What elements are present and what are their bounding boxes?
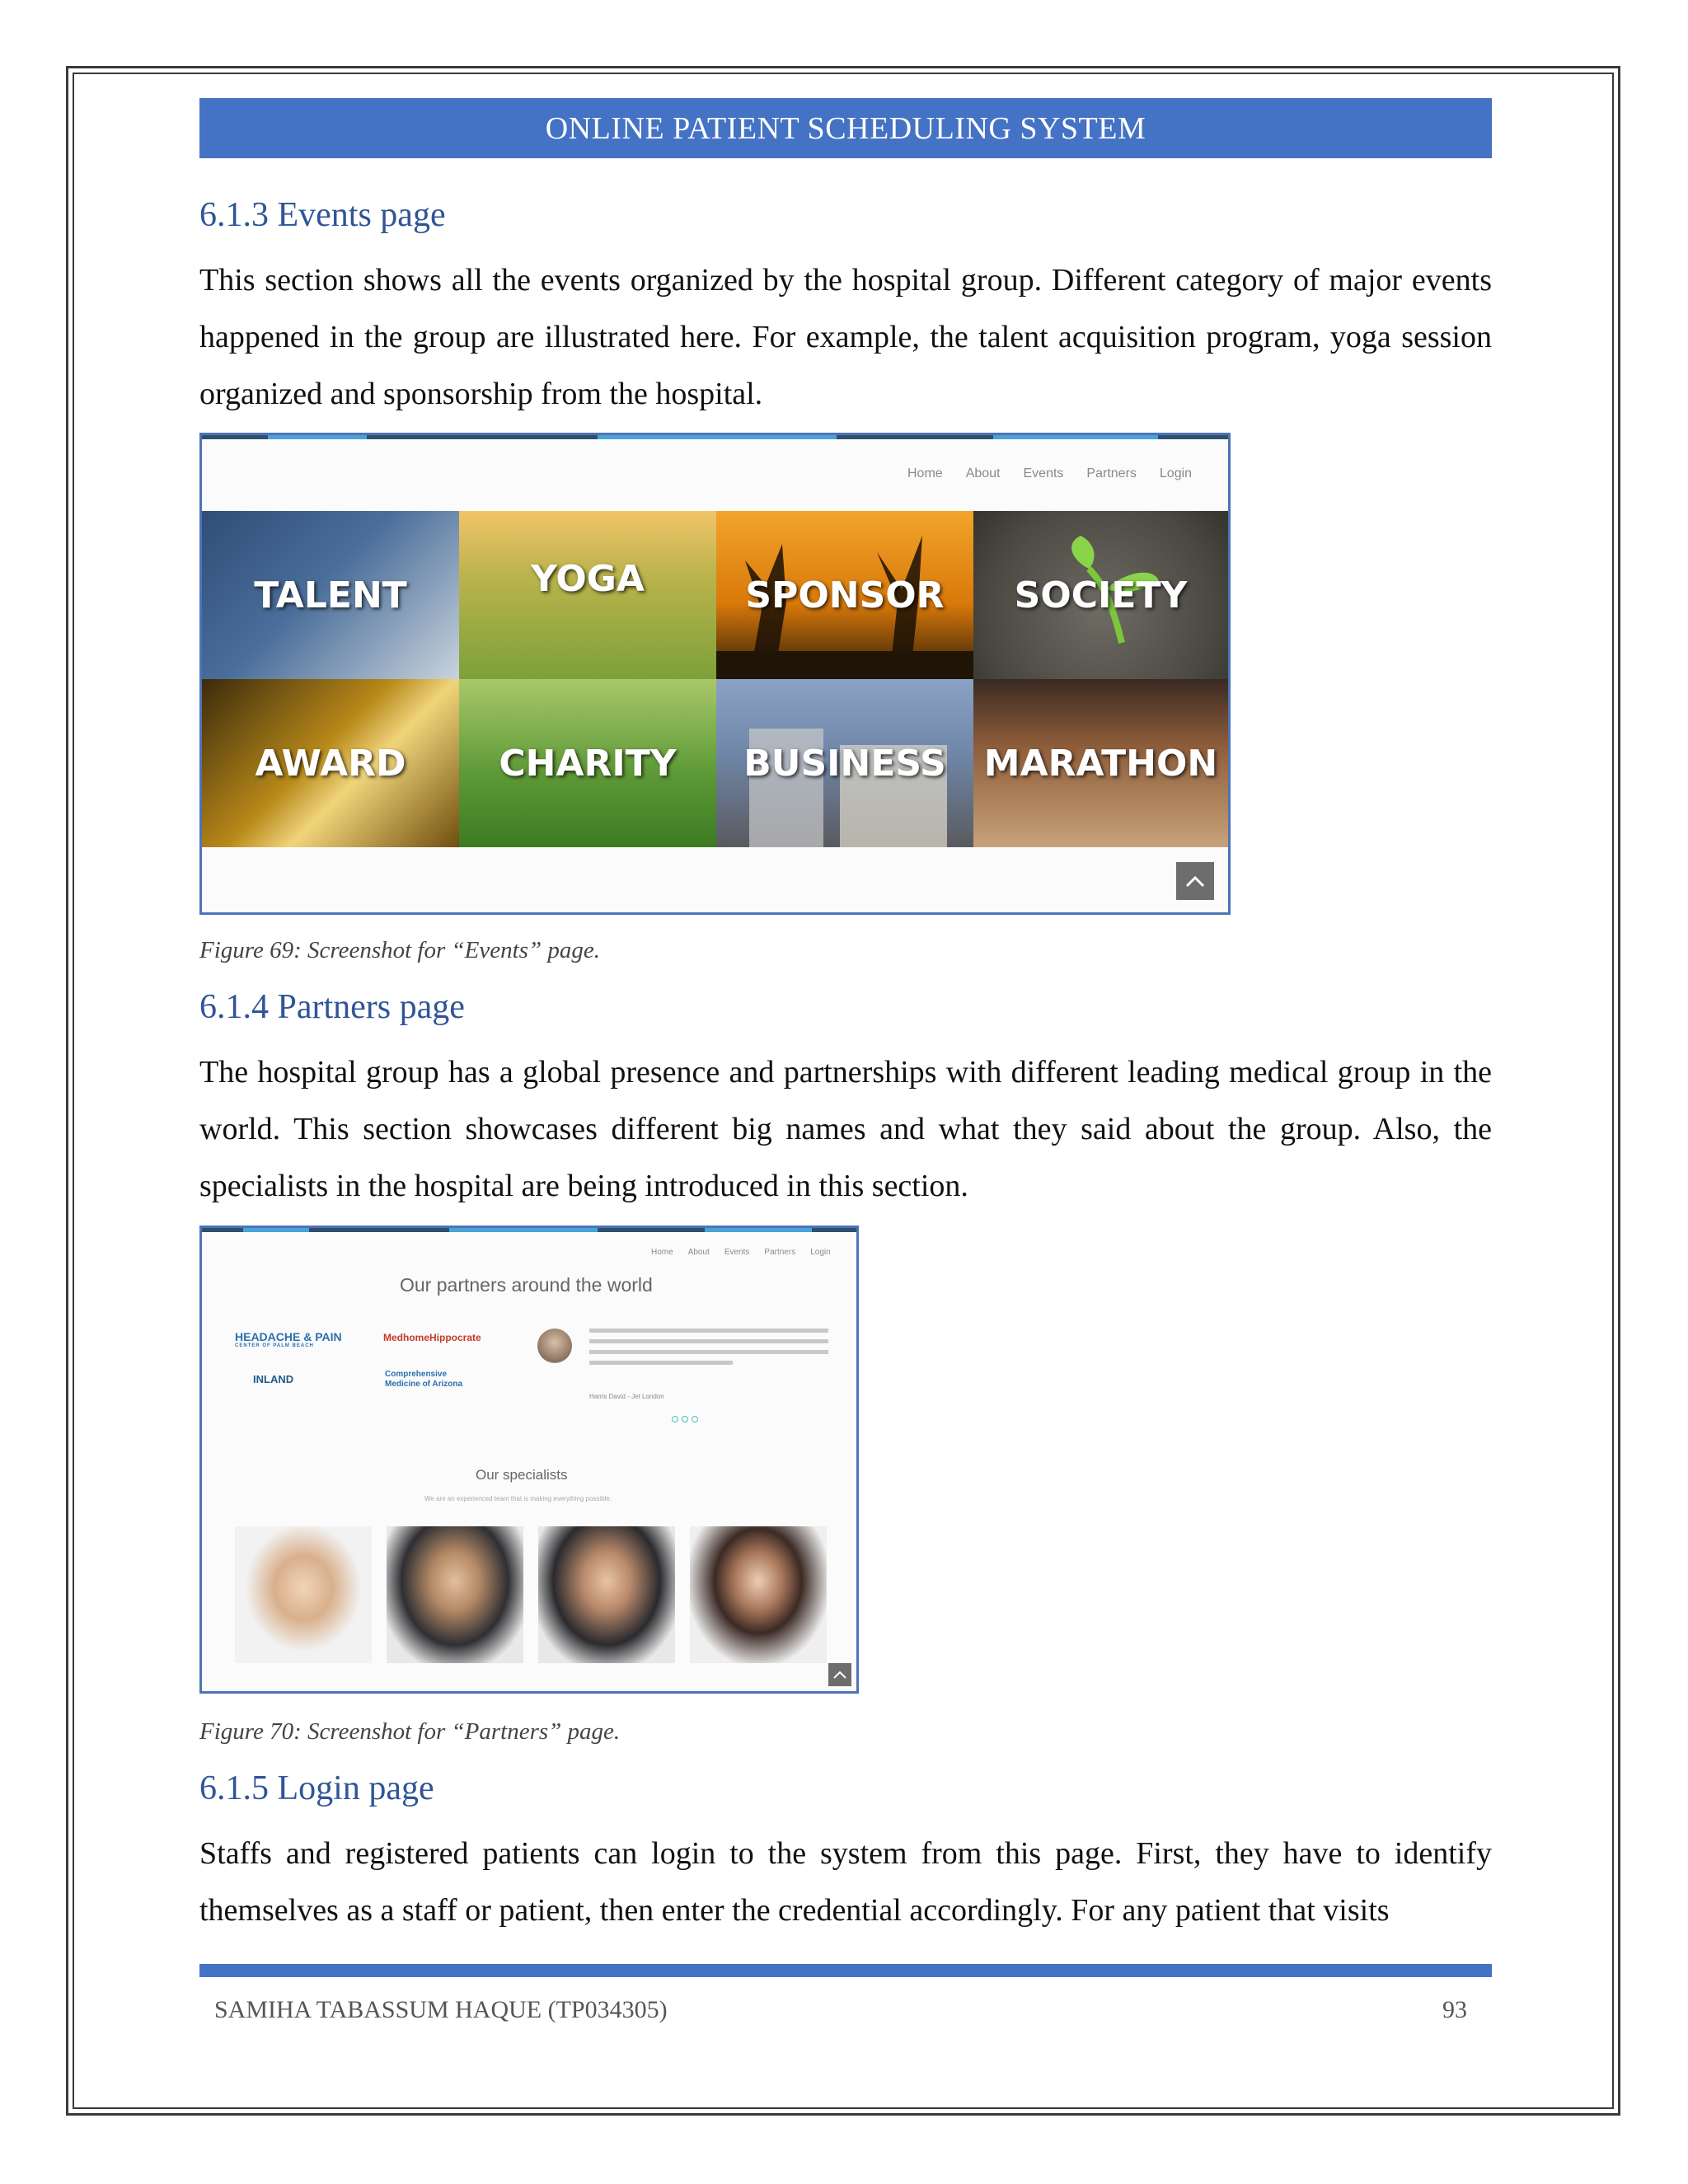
specialist-photo-3	[538, 1526, 675, 1663]
events-nav	[907, 466, 1192, 481]
logo-medhome-hippocrate: MedhomeHippocrate	[383, 1332, 481, 1343]
section-heading-partners: 6.1.4 Partners page	[199, 988, 465, 1026]
footer-rule	[199, 1964, 1492, 1977]
screenshot-top-strip	[202, 1228, 856, 1232]
testimonial-dots[interactable]	[672, 1416, 698, 1422]
section-body-events: This section shows all the events organized by the hospital group. Different category of major events happened in the group are illustrated here. For example, the talent acquisition program, yoga session organized and sponsorship from the hospital.	[199, 263, 1492, 411]
nav-events[interactable]: Events	[1023, 466, 1064, 480]
figure-69-caption: Figure 69: Screenshot for “Events” page.	[199, 937, 600, 963]
chevron-up-icon	[1185, 874, 1205, 888]
tile-yoga[interactable]	[459, 511, 716, 679]
tile-talent-label: TALENT	[254, 574, 407, 616]
logo-comprehensive-medicine: Comprehensive Medicine of Arizona	[385, 1370, 463, 1389]
testimonial-text-lines	[589, 1329, 828, 1365]
running-header	[199, 98, 1492, 158]
specialist-photo-4	[690, 1526, 827, 1663]
nav-home[interactable]: Home	[651, 1248, 673, 1257]
tile-marathon-label: MARATHON	[983, 742, 1218, 785]
section-heading-events: 6.1.3 Events page	[199, 196, 446, 234]
screenshot-top-strip	[202, 435, 1228, 439]
tile-sponsor[interactable]	[716, 511, 973, 679]
nav-about[interactable]: About	[687, 1248, 710, 1257]
tile-society-label: SOCIETY	[1014, 574, 1188, 616]
header-title: ONLINE PATIENT SCHEDULING SYSTEM	[545, 110, 1146, 146]
nav-partners[interactable]: Partners	[764, 1248, 796, 1257]
logo-inland: INLAND	[253, 1373, 294, 1385]
figure-70-caption: Figure 70: Screenshot for “Partners” page.	[199, 1718, 621, 1745]
tile-sponsor-label: SPONSOR	[745, 574, 945, 616]
nav-about[interactable]: About	[965, 466, 1001, 480]
tile-charity[interactable]	[459, 679, 716, 847]
testimonial-avatar	[537, 1329, 572, 1363]
partners-title: Our partners around the world	[400, 1274, 653, 1296]
nav-events[interactable]: Events	[724, 1248, 750, 1257]
nav-login[interactable]: Login	[810, 1248, 831, 1257]
specialist-photo-2	[387, 1526, 523, 1663]
specialists-title: Our specialists	[476, 1467, 568, 1483]
events-screenshot	[199, 433, 1231, 915]
section-heading-login: 6.1.5 Login page	[199, 1769, 434, 1807]
section-body-partners: The hospital group has a global presence and partnerships with different leading medical group in the world. This section showcases different big names and what they said about the group. Also, the specialists in the hospital are being introduced in this section.	[199, 1055, 1492, 1203]
section-body-login: Staffs and registered patients can login to the system from this page. First, they have to identify themselves as a staff or patient, then enter the credential accordingly. For any patient that visits	[199, 1836, 1492, 1928]
nav-partners[interactable]: Partners	[1086, 466, 1137, 480]
back-to-top-button[interactable]	[1176, 862, 1214, 900]
page-number: 93	[1442, 1996, 1467, 2023]
specialist-photo-1	[235, 1526, 372, 1663]
specialists-tagline: We are an experienced team that is making everything possible.	[424, 1495, 612, 1502]
nav-login[interactable]: Login	[1159, 466, 1193, 480]
back-to-top-button[interactable]	[828, 1663, 851, 1686]
tile-award-label: AWARD	[255, 742, 406, 785]
tile-talent[interactable]	[202, 511, 459, 679]
tile-award[interactable]	[202, 679, 459, 847]
tile-business[interactable]	[716, 679, 973, 847]
partners-nav	[651, 1248, 831, 1257]
nav-home[interactable]: Home	[907, 466, 943, 480]
tile-marathon[interactable]	[973, 679, 1228, 847]
logo-headache-pain: HEADACHE & PAIN CENTER OF PALM BEACH	[235, 1330, 342, 1348]
chevron-up-icon	[833, 1671, 846, 1679]
tile-business-label: BUSINESS	[743, 742, 946, 785]
tile-yoga-label: YOGA	[531, 557, 645, 600]
partners-screenshot	[199, 1226, 859, 1694]
tile-society[interactable]	[973, 511, 1228, 679]
footer-author: SAMIHA TABASSUM HAQUE (TP034305)	[214, 1996, 668, 2023]
tile-charity-label: CHARITY	[499, 742, 677, 785]
testimonial-author: Harris David - Jet London	[589, 1393, 664, 1400]
